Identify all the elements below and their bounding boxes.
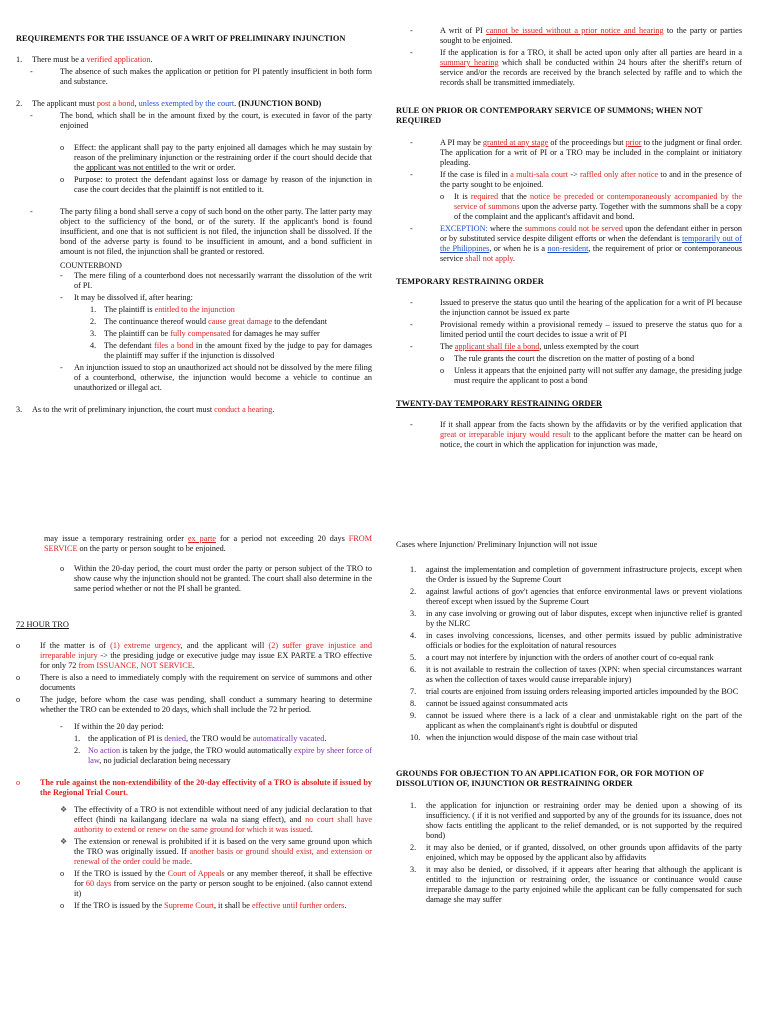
- list-item: 5. a court may not interfere by injunction with the orders of another court of co-equal rank: [410, 653, 714, 662]
- list-item: - The bond, which shall be in the amount fixed by the court, is executed in favor of the party enjoined: [30, 111, 372, 131]
- list-item: 3. The plaintiff can be fully compensated for damages he may suffer: [90, 329, 320, 339]
- list-item: 2. it may also be denied, or if granted, dissolved, on other grounds upon affidavits of the party enjoined, which may be opposed by the applicant also by affidavits: [410, 842, 742, 862]
- section-title-summons: RULE ON PRIOR OR CONTEMPORARY SERVICE OF SUMMONS; WHEN NOT REQUIRED: [396, 106, 703, 126]
- list-item: ❖ The effectivity of a TRO is not extendible without need of any judicial declaration to that effect (hindi na kailangang ideclare na wala na siang effect), and no court shall have authority to extend or renew on the same ground for which it was issued.: [60, 805, 372, 835]
- list-item: - The mere filing of a counterbond does not necessarily warrant the dissolution of the writ of PI.: [60, 271, 372, 291]
- list-item: - EXCEPTION: where the summons could not be served upon the defendant either in person or by substituted service despite diligent efforts or when the defendant is temporarily out of the Philippines, or when he is a non-resident, the requirement of prior or contemporaneous service shall not apply.: [410, 223, 743, 263]
- page-quadrant-top-right: [384, 0, 768, 490]
- page-quadrant-bottom-right: [384, 512, 768, 1024]
- section-title-grounds: GROUNDS FOR OBJECTION TO AN APPLICATION FOR, OR FOR MOTION OF DISSOLUTION OF, INJUNCTION OR RESTRAINING ORDER: [396, 769, 704, 789]
- section-title-cases: Cases where Injunction/ Preliminary Injunction will not issue: [396, 540, 598, 549]
- page-quadrant-top-left: [0, 0, 384, 490]
- list-item: o Unless it appears that the enjoined party will not suffer any damage, the presiding judge must require the applicant to post a bond: [440, 365, 742, 385]
- page-quadrant-bottom-left: [0, 512, 384, 1024]
- list-item: - The absence of such makes the application or petition for PI patently insufficient in both form and substance.: [30, 67, 372, 87]
- list-item: o Purpose: to protect the defendant against loss or damage by reason of the injunction in case the court decides that the plaintiff is not entitled to it.: [60, 175, 372, 195]
- cases-list: [396, 565, 742, 743]
- list-item: - An injunction issued to stop an unauthorized act should not be dissolved by the mere filing of a counterbond, otherwise, the injunction would become a vehicle to continue an unauthorized or illegal act.: [60, 363, 372, 393]
- continuation-paragraph: may issue a temporary restraining order ex parte for a period not exceeding 20 days FROM SERVICE on the party or person sought to be enjoined.: [44, 534, 372, 553]
- list-item: o If the matter is of (1) extreme urgency, and the applicant will (2) suffer grave injustice and irreparable injury -> the presiding judge or executive judge may issue EX PARTE a TRO effective for only 72 from ISSUANCE, NOT SERVICE.: [16, 641, 372, 671]
- list-item: - A writ of PI cannot be issued without a prior notice and hearing to the party or parties sought to be enjoined.: [410, 26, 742, 45]
- list-item: 8. cannot be issued against consummated acts: [410, 699, 568, 708]
- list-item: o The rule against the non-extendibility of the 20-day effectivity of a TRO is absolute if issued by the Regional Trial Court.: [16, 778, 372, 798]
- list-item: o If the TRO is issued by the Court of Appeals or any member thereof, it shall be effective for 60 days from service on the party or person sought to be enjoined. (also cannot extend it): [60, 869, 372, 899]
- list-item: 1. The plaintiff is entitled to the injunction: [90, 305, 235, 315]
- list-item: - Provisional remedy within a provisional remedy – issued to preserve the status quo for a limited period until the court decides to issue a writ of PI: [410, 319, 742, 339]
- list-item: o It is required that the notice be preceded or contemporaneously accompanied by the service of summons upon the adverse party. Together with the summons shall be a copy of the complaint and the applicant's affidavit and bond.: [440, 191, 742, 221]
- list-item: - It may be dissolved if, after hearing:: [60, 293, 193, 303]
- list-item: 2. The applicant must post a bond, unless exempted by the court. (INJUNCTION BOND): [16, 99, 322, 109]
- grounds-list: [396, 801, 742, 905]
- list-item: o Effect: the applicant shall pay to the party enjoined all damages which he may sustain by reason of the preliminary injunction or the restraining order if the court should decide that the applicant was not entitled to the writ or order.: [60, 143, 372, 173]
- list-item: - Issued to preserve the status quo until the hearing of the application for a writ of PI because the injunction cannot be issued ex parte: [410, 297, 742, 317]
- list-item: - If within the 20 day period:: [60, 722, 164, 732]
- list-item: 3. in any case involving or growing out of labor disputes, except when injunctive relief is granted by the NLRC: [410, 609, 742, 628]
- list-item: ❖ The extension or renewal is prohibited if it is based on the very same ground upon which the TRO was originally issued. If another basis or ground should exist, and extension or renewal of the order could be made.: [60, 837, 373, 867]
- list-item: 1. There must be a verified application.: [16, 55, 153, 65]
- list-item: o The judge, before whom the case was pending, shall conduct a summary hearing to determine whether the TRO can be extended to 20 days, which shall include the 72 hr period.: [16, 695, 372, 715]
- section-title-tro: TEMPORARY RESTRAINING ORDER: [396, 276, 544, 286]
- list-item: 7. trial courts are enjoined from issuing orders releasing imported articles impounded by the BOC: [410, 687, 739, 696]
- section-title-72-hour: 72 HOUR TRO: [16, 620, 69, 629]
- list-item: o The rule grants the court the discretion on the matter of posting of a bond: [440, 353, 695, 363]
- list-item: 9. cannot be issued where there is a lack of a clear and unmistakable right on the part of the applicant as when the complainant's right is doubtful or disputed: [410, 711, 742, 730]
- list-item: 1. the application of PI is denied, the TRO would be automatically vacated.: [74, 734, 327, 744]
- list-item: o Within the 20-day period, the court must order the party or person subject of the TRO to show cause why the injunction should not be granted. The court shall also determine in the same period whether or not the PI shall be granted.: [60, 564, 372, 593]
- list-item: 2. The continuance thereof would cause great damage to the defendant: [90, 317, 328, 327]
- list-item: 2. against lawful actions of gov't agencies that enforce environmental laws or prevent violations thereof except when issued by the Supreme Court: [410, 587, 742, 606]
- list-item: - The applicant shall file a bond, unless exempted by the court: [410, 341, 639, 351]
- list-item: - If it shall appear from the facts shown by the affidavits or by the verified application that great or irreparable injury would result to the applicant before the matter can be heard on notice, the court in which the application for injunction was made,: [410, 420, 742, 449]
- list-item: - The party filing a bond shall serve a copy of such bond on the other party. The latter party may object to the sufficiency of the bond, or of the surety. If the applicant's bond is found insufficient, and one that is not sufficient is not filed, the injunction shall be dissolved. If the bond of the adverse party is found to be insufficient in amount, and a bond sufficient in amount is not filed, the injunction shall be granted or restored.: [30, 207, 372, 257]
- list-item: 4. in cases involving concessions, licenses, and other permits issued by public administrative officials or bodies for the exploitation of natural resources: [410, 631, 742, 650]
- list-item: - If the application is for a TRO, it shall be acted upon only after all parties are heard in a summary hearing which shall be conducted within 24 hours after the sheriff's return of service and/or the records are received by the branch selected by raffle and to which the records shall be transmitted immediately.: [410, 48, 742, 87]
- counterbond-heading: COUNTERBOND: [60, 261, 122, 271]
- list-item: o If the TRO is issued by the Supreme Court, it shall be effective until further orders.: [60, 901, 347, 911]
- list-item: 3. As to the writ of preliminary injunction, the court must conduct a hearing.: [16, 405, 275, 415]
- list-item: - If the case is filed in a multi-sala court -> raffled only after notice to and in the presence of the party sought to be enjoined.: [410, 169, 742, 189]
- list-item: 10. when the injunction would dispose of the main case without trial: [410, 733, 638, 742]
- list-item: 1. against the implementation and completion of government infrastructure projects, except when the Order is issued by the Supreme Court: [410, 565, 742, 584]
- list-item: 1. the application for injunction or restraining order may be denied upon a showing of its insufficiency. ( if it is not verified and supported by any of the grounds for its issuance, does not show facts entitling the applicant to the relief demanded, or is not supported by the required bond): [410, 800, 742, 840]
- list-item: o There is also a need to immediately comply with the requirement on service of summons and other documents: [16, 673, 372, 693]
- list-item: 6. it is not available to restrain the collection of taxes (XPN: when special circumstances warrant as when the collection of taxes would cause irreparable injury): [410, 665, 742, 684]
- section-title-twenty-day: TWENTY-DAY TEMPORARY RESTRAINING ORDER: [396, 398, 603, 408]
- list-item: - A PI may be granted at any stage of the proceedings but prior to the judgment or final order. The application for a writ of PI or a TRO may be included in the complaint or initiatory pleading.: [410, 137, 743, 167]
- list-item: 2. No action is taken by the judge, the TRO would automatically expire by sheer force of law, no judicial declaration being necessary: [74, 746, 372, 766]
- list-item: 4. The defendant files a bond in the amount fixed by the judge to pay for damages the plaintiff may suffer if the injunction is dissolved: [90, 341, 373, 361]
- list-item: 3. it may also be denied, or dissolved, if it appears after hearing that although the applicant is entitled to the injunction or restraining order, the issuance or continuance would cause irreparable damage to the party enjoined while the applicant can be fully compensated for such damage she may suffer: [410, 864, 742, 904]
- section-title-requirements: REQUIREMENTS FOR THE ISSUANCE OF A WRIT OF PRELIMINARY INJUNCTION: [16, 34, 346, 43]
